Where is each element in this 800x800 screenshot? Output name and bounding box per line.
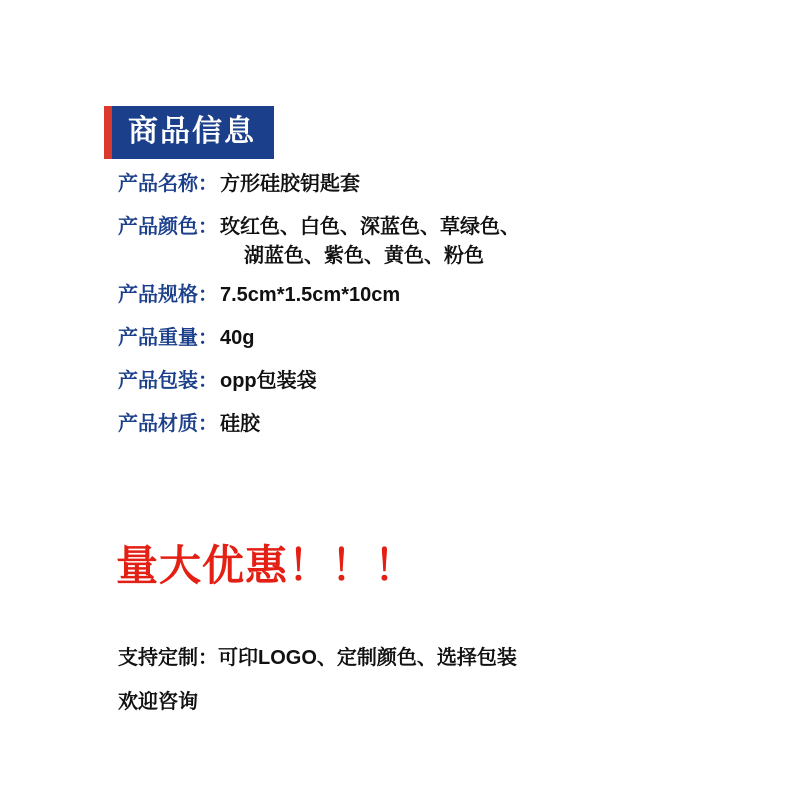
spec-row-material [118, 410, 758, 439]
spec-color-first-line [118, 213, 520, 242]
spec-value-packaging: opp包装袋 [220, 370, 317, 392]
page-title-badge [104, 106, 274, 159]
spec-row-name [118, 170, 758, 199]
spec-row-size [118, 281, 758, 310]
title-accent-bar [104, 106, 112, 159]
spec-row-weight [118, 324, 758, 353]
spec-label-name: 产品名称： [118, 173, 218, 195]
page-title: 商品信息 [128, 115, 256, 148]
promo-text: 量大优惠！！！ [116, 542, 418, 589]
footer-block [118, 648, 758, 736]
spec-label-packaging: 产品包装： [118, 370, 218, 392]
spec-label-color: 产品颜色： [118, 216, 218, 238]
title-box [112, 106, 274, 159]
spec-value-material: 硅胶 [220, 413, 260, 435]
spec-label-weight: 产品重量： [118, 327, 218, 349]
spec-value-color: 玫红色、白色、深蓝色、草绿色、 [220, 216, 520, 238]
spec-row-packaging [118, 367, 758, 396]
footer-customization-line: 支持定制：可印LOGO、定制颜色、选择包装 [118, 647, 517, 669]
spec-value-color-line2: 湖蓝色、紫色、黄色、粉色 [244, 245, 484, 267]
spec-value-name: 方形硅胶钥匙套 [220, 173, 360, 195]
spec-list [118, 170, 758, 453]
spec-label-material: 产品材质： [118, 413, 218, 435]
spec-label-size: 产品规格： [118, 284, 218, 306]
spec-row-color [118, 213, 758, 271]
spec-value-size: 7.5cm*1.5cm*10cm [220, 284, 401, 306]
footer-contact-line: 欢迎咨询 [118, 691, 198, 713]
spec-value-weight: 40g [220, 327, 255, 349]
